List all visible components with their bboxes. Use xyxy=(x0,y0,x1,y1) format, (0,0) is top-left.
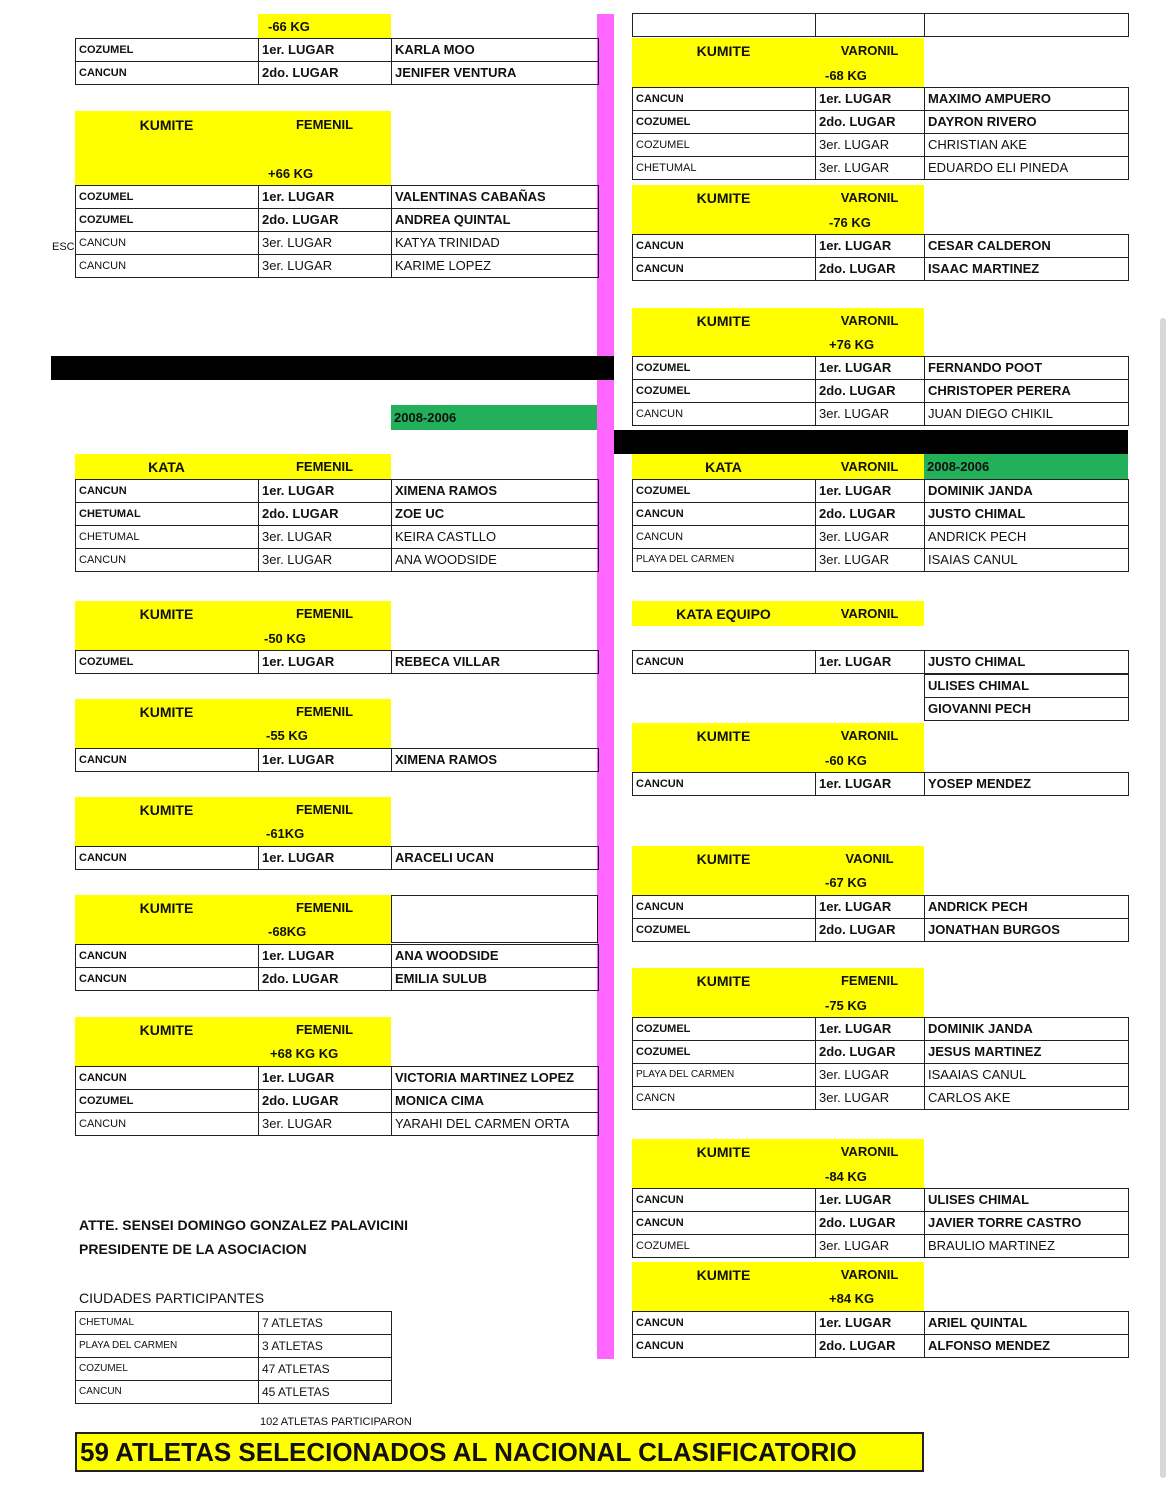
table-row: COZUMEL 2do. LUGAR CHRISTOPER PERERA xyxy=(633,380,1129,403)
cities-total: 102 ATLETAS PARTICIPARON xyxy=(260,1416,412,1428)
gender-label: FEMENIL xyxy=(295,459,354,474)
gender-label: VARONIL xyxy=(840,606,899,621)
table-row: CANCUN 1er. LUGAR JUSTO CHIMAL xyxy=(633,651,1129,674)
table-row: COZUMEL 1er. LUGAR DOMINIK JANDA xyxy=(633,480,1129,503)
results-table-kata-m xyxy=(632,479,1129,572)
signature-name: ATTE. SENSEI DOMINGO GONZALEZ PALAVICINI xyxy=(79,1217,409,1233)
weight-label: +68 KG KG xyxy=(270,1046,339,1061)
results-table-m67 xyxy=(632,895,1129,942)
table-row: CANCUN 1er. LUGAR XIMENA RAMOS xyxy=(76,749,599,772)
table-row: CANCUN 3er. LUGAR ANA WOODSIDE xyxy=(76,549,599,572)
event-label: KATA EQUIPO xyxy=(676,606,771,622)
table-row: COZUMEL 47 ATLETAS xyxy=(76,1358,392,1381)
empty-cell xyxy=(391,895,598,943)
age-range-label: 2008-2006 xyxy=(394,410,457,425)
event-label: KATA xyxy=(705,459,742,475)
event-label: KUMITE xyxy=(696,190,751,206)
results-table-kata-f xyxy=(75,479,599,572)
results-table-m60 xyxy=(632,772,1129,796)
results-table-f75 xyxy=(632,1017,1129,1110)
table-row: COZUMEL 1er. LUGAR KARLA MOO xyxy=(76,39,599,62)
table-row: CANCN 3er. LUGAR CARLOS AKE xyxy=(633,1087,1129,1110)
table-row: CANCUN 2do. LUGAR JUSTO CHIMAL xyxy=(633,503,1129,526)
table-row: COZUMEL 1er. LUGAR VALENTINAS CABAÑAS xyxy=(76,186,599,209)
event-label: KUMITE xyxy=(696,43,751,59)
table-row: ULISES CHIMAL xyxy=(925,675,1129,698)
results-table-f66 xyxy=(75,38,599,85)
table-row: CANCUN 3er. LUGAR KATYA TRINIDAD xyxy=(76,232,599,255)
table-row: PLAYA DEL CARMEN 3 ATLETAS xyxy=(76,1335,392,1358)
table-row: COZUMEL 2do. LUGAR MONICA CIMA xyxy=(76,1090,599,1113)
section-bar-right xyxy=(614,430,1128,454)
results-table-f55 xyxy=(75,748,599,772)
cities-table xyxy=(75,1311,392,1404)
table-row: CHETUMAL 3er. LUGAR EDUARDO ELI PINEDA xyxy=(633,157,1129,180)
scrollbar[interactable] xyxy=(1160,318,1166,1478)
table-row: CANCUN 1er. LUGAR ANDRICK PECH xyxy=(633,896,1129,919)
results-table-m84plus xyxy=(632,1311,1129,1358)
event-label: KUMITE xyxy=(696,1144,751,1160)
event-label: KUMITE xyxy=(696,1267,751,1283)
event-label: KUMITE xyxy=(139,900,194,916)
event-label: KUMITE xyxy=(696,313,751,329)
table-row: CANCUN 1er. LUGAR ARIEL QUINTAL xyxy=(633,1312,1129,1335)
table-row: COZUMEL 2do. LUGAR DAYRON RIVERO xyxy=(633,111,1129,134)
results-table-m68 xyxy=(632,87,1129,180)
gender-label: FEMENIL xyxy=(295,900,354,915)
gender-label: FEMENIL xyxy=(295,802,354,817)
table-row: CANCUN 2do. LUGAR ALFONSO MENDEZ xyxy=(633,1335,1129,1358)
table-row: CANCUN 3er. LUGAR KARIME LOPEZ xyxy=(76,255,599,278)
results-table-f68 xyxy=(75,944,599,991)
gender-label: VARONIL xyxy=(840,190,899,205)
gender-label: VAONIL xyxy=(845,851,894,866)
event-label: KUMITE xyxy=(139,1022,194,1038)
gender-label: FEMENIL xyxy=(295,1022,354,1037)
table-row: COZUMEL 1er. LUGAR DOMINIK JANDA xyxy=(633,1018,1129,1041)
table-row: CANCUN 2do. LUGAR JENIFER VENTURA xyxy=(76,62,599,85)
weight-label: -75 KG xyxy=(825,998,867,1013)
gender-label: FEMENIL xyxy=(295,704,354,719)
results-table-f61 xyxy=(75,846,599,870)
table-row: CANCUN 2do. LUGAR ISAAC MARTINEZ xyxy=(633,258,1129,281)
table-row: CANCUN 1er. LUGAR CESAR CALDERON xyxy=(633,235,1129,258)
gender-label: VARONIL xyxy=(840,313,899,328)
table-row: CANCUN 1er. LUGAR ANA WOODSIDE xyxy=(76,945,599,968)
results-table-m76plus xyxy=(632,356,1129,426)
event-label: KUMITE xyxy=(696,851,751,867)
event-label: KUMITE xyxy=(139,704,194,720)
table-row: CANCUN 1er. LUGAR XIMENA RAMOS xyxy=(76,480,599,503)
age-range-label: 2008-2006 xyxy=(927,459,990,474)
table-row: CHETUMAL 7 ATLETAS xyxy=(76,1312,392,1335)
side-fragment: ESC xyxy=(52,241,75,253)
table-row: PLAYA DEL CARMEN 3er. LUGAR ISAIAS CANUL xyxy=(633,549,1129,572)
results-table-m76 xyxy=(632,234,1129,281)
gender-label: FEMENIL xyxy=(295,606,354,621)
table-row: CANCUN 3er. LUGAR ANDRICK PECH xyxy=(633,526,1129,549)
event-label: KUMITE xyxy=(139,606,194,622)
signature-title: PRESIDENTE DE LA ASOCIACION xyxy=(79,1241,307,1257)
gender-label: VARONIL xyxy=(840,1267,899,1282)
section-bar-left xyxy=(51,356,614,380)
table-row: CHETUMAL 3er. LUGAR KEIRA CASTLLO xyxy=(76,526,599,549)
table-row: CANCUN 3er. LUGAR YARAHI DEL CARMEN ORTA xyxy=(76,1113,599,1136)
table-row: CANCUN 1er. LUGAR MAXIMO AMPUERO xyxy=(633,88,1129,111)
results-table-m84 xyxy=(632,1188,1129,1258)
empty-row xyxy=(632,13,1129,37)
weight-label: -68 KG xyxy=(825,68,867,83)
results-table-kata-team xyxy=(632,650,1129,674)
table-row: COZUMEL 2do. LUGAR JONATHAN BURGOS xyxy=(633,919,1129,942)
results-table-f68plus xyxy=(75,1066,599,1136)
event-label: KUMITE xyxy=(696,973,751,989)
gender-label: VARONIL xyxy=(840,728,899,743)
table-row: COZUMEL 1er. LUGAR REBECA VILLAR xyxy=(76,651,599,674)
table-row: COZUMEL 3er. LUGAR BRAULIO MARTINEZ xyxy=(633,1235,1129,1258)
weight-label: +84 KG xyxy=(829,1291,875,1306)
table-row: COZUMEL 2do. LUGAR JESUS MARTINEZ xyxy=(633,1041,1129,1064)
table-row: CHETUMAL 2do. LUGAR ZOE UC xyxy=(76,503,599,526)
weight-label: -76 KG xyxy=(829,215,871,230)
weight-label: -50 KG xyxy=(264,631,306,646)
table-row: CANCUN 1er. LUGAR VICTORIA MARTINEZ LOPEZ xyxy=(76,1067,599,1090)
table-row: CANCUN 2do. LUGAR JAVIER TORRE CASTRO xyxy=(633,1212,1129,1235)
gender-label: VARONIL xyxy=(840,43,899,58)
weight-label: -67 KG xyxy=(825,875,867,890)
table-row: COZUMEL 3er. LUGAR CHRISTIAN AKE xyxy=(633,134,1129,157)
table-row: PLAYA DEL CARMEN 3er. LUGAR ISAAIAS CANUL xyxy=(633,1064,1129,1087)
weight-label: +76 KG xyxy=(829,337,875,352)
results-table-f50 xyxy=(75,650,599,674)
table-row: CANCUN 45 ATLETAS xyxy=(76,1381,392,1404)
event-label: KUMITE xyxy=(139,117,194,133)
results-table-f66plus xyxy=(75,185,599,278)
event-label: KATA xyxy=(148,459,185,475)
center-divider xyxy=(597,14,614,1359)
table-row: CANCUN 1er. LUGAR ARACELI UCAN xyxy=(76,847,599,870)
table-row: COZUMEL 2do. LUGAR ANDREA QUINTAL xyxy=(76,209,599,232)
event-label: KUMITE xyxy=(696,728,751,744)
selection-banner-text: 59 ATLETAS SELECIONADOS AL NACIONAL CLASIFICATORIO xyxy=(80,1437,857,1467)
table-row: CANCUN 3er. LUGAR JUAN DIEGO CHIKIL xyxy=(633,403,1129,426)
gender-label: VARONIL xyxy=(840,459,899,474)
weight-label: -61KG xyxy=(266,826,305,841)
weight-label: +66 KG xyxy=(268,166,314,181)
table-row: GIOVANNI PECH xyxy=(925,698,1129,721)
weight-label: -84 KG xyxy=(825,1169,867,1184)
gender-label: VARONIL xyxy=(840,1144,899,1159)
table-row: CANCUN 1er. LUGAR ULISES CHIMAL xyxy=(633,1189,1129,1212)
team-members-extra xyxy=(924,674,1129,721)
event-label: KUMITE xyxy=(139,802,194,818)
gender-label: FEMENIL xyxy=(295,117,354,132)
table-row: CANCUN 2do. LUGAR EMILIA SULUB xyxy=(76,968,599,991)
cities-title: CIUDADES PARTICIPANTES xyxy=(79,1290,265,1306)
weight-label: -68KG xyxy=(268,924,307,939)
weight-label: -66 KG xyxy=(268,19,310,34)
weight-label: -60 KG xyxy=(825,753,867,768)
weight-label: -55 KG xyxy=(266,728,308,743)
gender-label: FEMENIL xyxy=(840,973,899,988)
table-row: COZUMEL 1er. LUGAR FERNANDO POOT xyxy=(633,357,1129,380)
table-row: CANCUN 1er. LUGAR YOSEP MENDEZ xyxy=(633,773,1129,796)
